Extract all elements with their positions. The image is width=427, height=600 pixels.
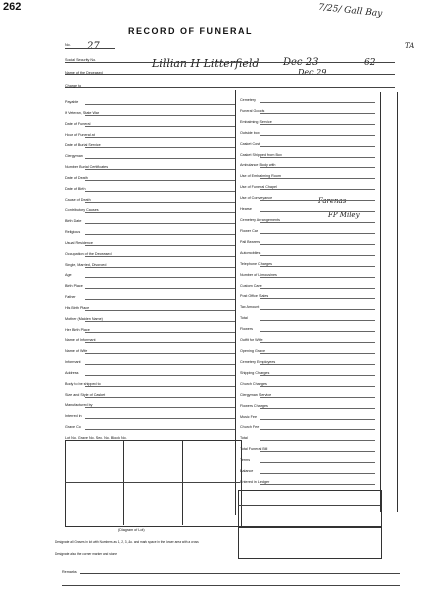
- left-field-label: Body to be shipped to: [65, 381, 101, 386]
- right-field-fill-line: [260, 266, 375, 267]
- right-field-label: Cemetery Employees: [240, 359, 276, 364]
- left-field-fill-line: [85, 212, 235, 213]
- right-field-fill-line: [260, 386, 375, 387]
- right-field-fill-line: [260, 320, 375, 321]
- left-field-fill-line: [85, 277, 235, 278]
- right-field-label: Embalming Service: [240, 119, 272, 124]
- top-right-handwritten-note: 7/25/ Gall Bay: [317, 2, 383, 20]
- right-field-fill-line: [260, 157, 375, 158]
- left-field-fill-line: [85, 375, 235, 376]
- left-field-fill-line: [85, 126, 235, 127]
- left-field-label: Birth Place: [65, 284, 83, 289]
- left-field-label: Size and Style of Casket: [65, 392, 106, 397]
- left-field-fill-line: [85, 342, 235, 343]
- left-field-fill-line: [85, 386, 235, 387]
- left-field-fill-line: [85, 353, 235, 354]
- right-field-fill-line: [260, 353, 375, 354]
- left-field-label: If Veteran, State War: [65, 110, 100, 115]
- right-field-label: Flowers Charges: [240, 403, 268, 408]
- right-field-label: Custom Care: [240, 283, 262, 288]
- left-field-fill-line: [85, 158, 235, 159]
- left-field-fill-line: [85, 115, 235, 116]
- total-box-divider: [238, 505, 380, 506]
- right-field-fill-line: [260, 419, 375, 420]
- left-field-label: Lot No. Grave No. Sec. No. Block No.: [65, 436, 127, 440]
- right-field-label: Flowers: [240, 327, 253, 332]
- left-field-fill-line: [85, 397, 235, 398]
- right-field-fill-line: [260, 473, 375, 474]
- left-field-label: Date of Funeral: [65, 121, 91, 126]
- right-field-label: Outfit for Wife: [240, 338, 263, 343]
- left-field-fill-line: [85, 429, 235, 430]
- left-field-label: Interred in: [65, 414, 82, 419]
- left-field-label: Birth Date: [65, 219, 82, 224]
- right-field-fill-line: [260, 462, 375, 463]
- right-field-fill-line: [260, 222, 375, 223]
- right-field-fill-line: [260, 309, 375, 310]
- right-field-label: Use of Conveyance: [240, 196, 273, 201]
- ssn-line: [65, 62, 395, 63]
- right-field-fill-line: [260, 135, 375, 136]
- right-field-fill-line: [260, 397, 375, 398]
- right-field-label: Total: [240, 436, 248, 441]
- total-box: [238, 490, 382, 527]
- left-field-fill-line: [85, 364, 235, 365]
- left-field-label: Contributory Causes: [65, 208, 99, 213]
- left-field-label: Grave Co: [65, 425, 81, 430]
- remarks-line-1: [80, 573, 400, 574]
- left-field-label: Date of Death: [65, 175, 88, 180]
- left-field-label: Religious: [65, 230, 81, 235]
- left-field-fill-line: [85, 245, 235, 246]
- left-field-fill-line: [85, 191, 235, 192]
- right-field-label: Funeral Goods: [240, 108, 265, 113]
- right-field-label: Cemetery: [240, 98, 256, 102]
- left-field-label: Usual Residence: [65, 240, 93, 245]
- amount-column-1: [380, 92, 381, 512]
- lot-diagram-divider-h: [65, 482, 240, 483]
- right-field-fill-line: [260, 451, 375, 452]
- right-field-label: Post Office Sales: [240, 294, 269, 299]
- right-field-label: Church Charges: [240, 381, 267, 386]
- right-field-fill-line: [260, 331, 375, 332]
- left-field-fill-line: [85, 321, 235, 322]
- right-field-fill-line: [260, 244, 375, 245]
- left-field-fill-line: [85, 169, 235, 170]
- right-field-label: Use of Embalming Room: [240, 174, 281, 179]
- left-field-label: Cause of Death: [65, 197, 91, 202]
- left-field-fill-line: [85, 407, 235, 408]
- left-field-label: No.: [65, 43, 71, 47]
- right-field-label: Tax Amount: [240, 305, 260, 310]
- left-field-label: Age: [65, 273, 72, 278]
- remarks-label: Remarks: [62, 570, 77, 574]
- right-field-fill-line: [260, 200, 375, 201]
- right-field-label: Number of Limousines: [240, 272, 277, 277]
- right-field-fill-line: [260, 233, 375, 234]
- right-field-label: Flower Car: [240, 228, 259, 233]
- page-number: 262: [3, 1, 22, 13]
- right-field-label: Outside box: [240, 130, 260, 135]
- right-note-1: Farenas: [318, 197, 347, 205]
- record-number: 27: [87, 41, 100, 52]
- right-field-fill-line: [260, 255, 375, 256]
- charge-line: [65, 87, 395, 88]
- right-field-fill-line: [260, 113, 375, 114]
- left-field-fill-line: [85, 332, 235, 333]
- left-field-label: Social Security No.: [65, 58, 97, 62]
- right-field-fill-line: [260, 124, 375, 125]
- left-field-label: Number Burial Certificates: [65, 165, 109, 170]
- right-field-fill-line: [260, 429, 375, 430]
- right-field-label: Casket Shipped from Box: [240, 152, 282, 157]
- left-field-label: Name of the Deceased: [65, 71, 103, 75]
- left-field-fill-line: [85, 418, 235, 419]
- right-field-fill-line: [260, 178, 375, 179]
- name-line: [65, 74, 395, 75]
- left-field-label: Occupation of the Deceased: [65, 251, 112, 256]
- deceased-name: Lillian H Litterfield: [152, 57, 260, 70]
- right-field-fill-line: [260, 364, 375, 365]
- right-field-label: Automobiles: [240, 250, 261, 255]
- instructions-1: Designate all Graves in lot with Numbers as 1, 2, 3, &c. and mark space in the lower area with a cross: [55, 540, 199, 544]
- amount-column-2: [397, 92, 398, 512]
- left-field-label: Name of Informant: [65, 338, 96, 343]
- left-field-label: Clergyman: [65, 154, 83, 159]
- left-field-label: Father: [65, 295, 76, 300]
- left-field-label: Address: [65, 370, 79, 375]
- left-field-label: Date of Burial Service: [65, 143, 101, 148]
- second-date: Dec 29: [298, 68, 327, 77]
- right-field-label: Balance: [240, 469, 254, 474]
- right-field-fill-line: [260, 288, 375, 289]
- right-field-fill-line: [260, 298, 375, 299]
- number-line: [65, 48, 115, 49]
- right-field-label: Casket Cost: [240, 141, 261, 146]
- right-field-fill-line: [260, 277, 375, 278]
- corner-letters: TA: [405, 42, 415, 50]
- diagram-caption: (Diagram of Lot): [118, 528, 145, 532]
- left-field-label: Mother (Maiden Name): [65, 316, 103, 321]
- right-field-label: Pall Bearers: [240, 239, 261, 244]
- left-field-label: Single, Married, Divorced: [65, 262, 107, 267]
- left-field-fill-line: [85, 299, 235, 300]
- right-field-fill-line: [260, 484, 375, 485]
- left-field-label: His Birth Place: [65, 305, 90, 310]
- left-field-fill-line: [85, 180, 235, 181]
- right-field-label: Entered in Ledger: [240, 480, 270, 484]
- right-field-label: Total Funeral Bill: [240, 447, 268, 452]
- right-field-fill-line: [260, 102, 375, 103]
- lot-diagram-box: [65, 440, 242, 527]
- date-of-death: Dec 23: [283, 57, 319, 68]
- instructions-2: Designate also the corner marker and stone: [55, 552, 118, 556]
- right-field-label: Music Fee: [240, 414, 258, 419]
- left-field-label: Name of Wife: [65, 349, 88, 354]
- extra-box: [238, 527, 382, 559]
- right-field-label: Ambulance Body with: [240, 163, 276, 168]
- right-field-fill-line: [260, 167, 375, 168]
- left-field-label: Informant: [65, 360, 81, 365]
- right-field-fill-line: [260, 375, 375, 376]
- left-field-label: Her Birth Place: [65, 327, 90, 332]
- right-field-fill-line: [260, 211, 375, 212]
- right-field-label: Telephone Charges: [240, 261, 272, 266]
- left-field-label: Payable: [65, 100, 79, 104]
- right-field-label: Opening Grave: [240, 349, 266, 354]
- right-field-fill-line: [260, 189, 375, 190]
- left-field-fill-line: [85, 267, 235, 268]
- left-field-label: Hour of Funeral at: [65, 132, 95, 137]
- right-field-label: Clergyman Service: [240, 392, 272, 397]
- left-field-fill-line: [85, 202, 235, 203]
- left-field-fill-line: [85, 223, 235, 224]
- right-field-label: Hearse: [240, 207, 252, 212]
- right-field-fill-line: [260, 146, 375, 147]
- left-field-fill-line: [85, 256, 235, 257]
- right-field-fill-line: [260, 408, 375, 409]
- left-field-fill-line: [85, 137, 235, 138]
- left-field-fill-line: [85, 147, 235, 148]
- right-field-label: Total: [240, 316, 248, 321]
- right-field-label: Terms: [240, 458, 251, 463]
- right-field-label: Church Fee: [240, 425, 260, 430]
- left-field-fill-line: [85, 234, 235, 235]
- right-field-label: Cemetery Arrangements: [240, 218, 280, 223]
- left-field-fill-line: [85, 288, 235, 289]
- left-field-label: Date of Birth: [65, 186, 86, 191]
- right-field-fill-line: [260, 440, 375, 441]
- left-field-fill-line: [85, 310, 235, 311]
- right-field-label: Use of Funeral Chapel: [240, 185, 277, 190]
- right-note-2: FP Miley: [328, 211, 360, 219]
- right-field-fill-line: [260, 342, 375, 343]
- right-field-label: Shipping Charges: [240, 370, 270, 375]
- year: 62: [364, 58, 376, 68]
- left-field-label: Manufactured by: [65, 403, 93, 408]
- remarks-line-2: [62, 585, 400, 586]
- left-field-fill-line: [85, 104, 235, 105]
- left-field-label: Charge to: [65, 84, 82, 88]
- page-title: RECORD OF FUNERAL: [128, 26, 253, 36]
